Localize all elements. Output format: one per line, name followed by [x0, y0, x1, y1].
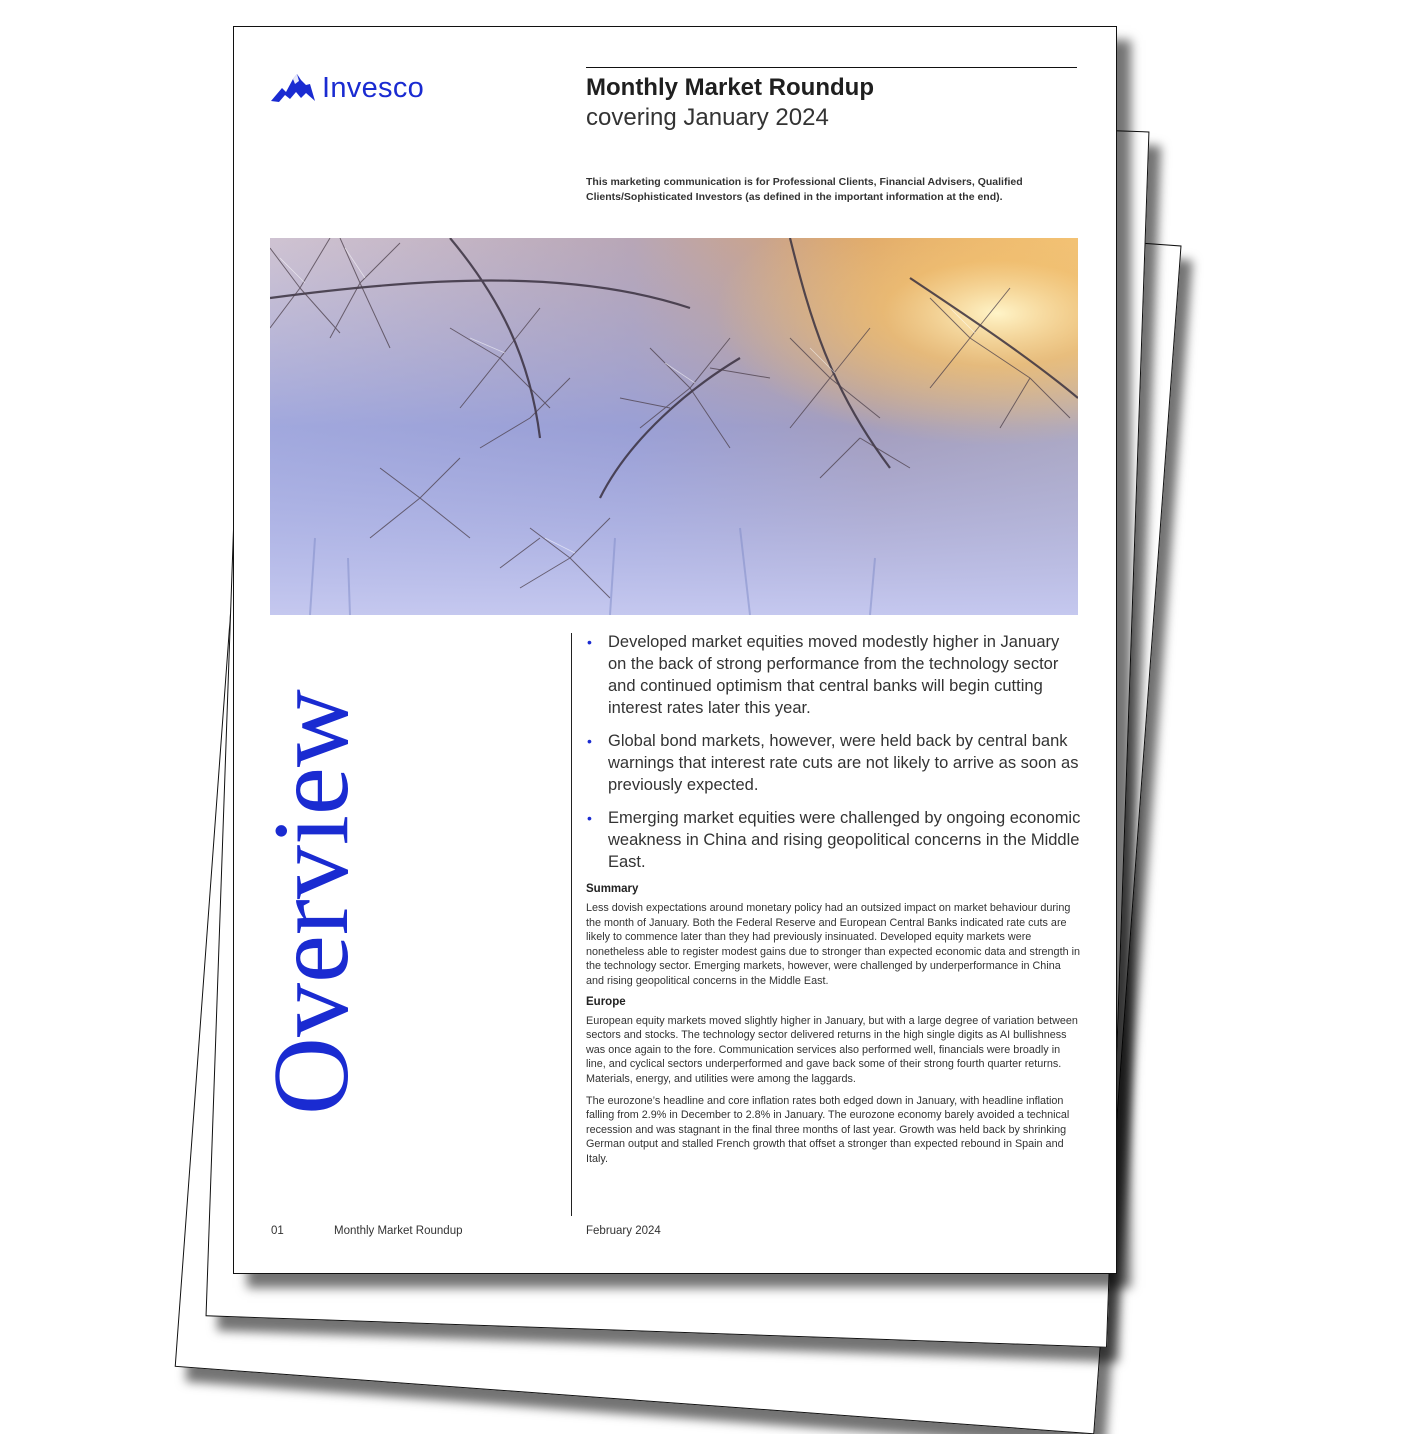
- list-item: [586, 631, 1081, 719]
- footer-title: Monthly Market Roundup: [334, 1225, 463, 1237]
- bullet-icon: •: [587, 733, 592, 749]
- audience-disclaimer: This marketing communication is for Professional Clients, Financial Advisers, Qualified Clients/Sophisticated Investors (as defined in the important information at the end).: [586, 176, 1023, 203]
- summary-paragraph: Less dovish expectations around monetary policy had an outsized impact on market behaviour during the month of January. Both the Federal Reserve and European Central Banks indicated rate cuts are likely to commence later than they had previously insinuated. Developed equity markets were nonetheless able to register modest gains due to stronger than expected economic data and strength in the technology sector. Emerging markets, however, were challenged by underperformance in China and rising geopolitical concerns in the Middle East.: [586, 902, 1080, 987]
- europe-paragraph: European equity markets moved slightly higher in January, but with a large degree of variation between sectors and stocks. The technology sector delivered returns in the high single digits as AI bullishness was once again to the fore. Communication services also performed well, financials were broadly in line, and cyclical sectors underperformed and gave back some of their strong fourth quarter returns. Materials, energy, and utilities were among the laggards.: [586, 1014, 1078, 1085]
- europe-paragraph: The eurozone’s headline and core inflation rates both edged down in January, with headline inflation falling from 2.9% in December to 2.8% in January. The eurozone economy barely avoided a technical recession and was stagnant in the final three months of last year. Growth was held back by shrinking German output and stalled French growth that offset a stronger than expected rebound in Spain and Italy.: [586, 1094, 1070, 1165]
- footer-page-number: 01: [271, 1225, 284, 1237]
- title-rule: [586, 67, 1077, 68]
- hero-image-frosted-pine: [270, 238, 1078, 615]
- list-item: [586, 730, 1081, 796]
- overview-side-heading: Overview: [252, 689, 371, 1115]
- brand-name: Invesco: [322, 71, 425, 104]
- key-points-list: [586, 631, 1081, 884]
- column-divider: [571, 633, 572, 1216]
- europe-heading: Europe: [586, 995, 626, 1008]
- front-page: [233, 26, 1117, 1274]
- list-item: [586, 807, 1081, 873]
- summary-heading: Summary: [586, 883, 639, 895]
- bullet-text: Developed market equities moved modestly higher in January on the back of strong performance from the technology sector and continued optimism that central banks will begin cutting interest rates later this year.: [608, 633, 1060, 717]
- bullet-text: Emerging market equities were challenged by ongoing economic weakness in China and rising geopolitical concerns in the Middle East.: [608, 809, 1081, 871]
- footer-date: February 2024: [586, 1225, 661, 1237]
- bullet-icon: •: [587, 634, 592, 650]
- invesco-logo[interactable]: [270, 71, 424, 105]
- document-subtitle: covering January 2024: [586, 104, 829, 131]
- mountain-logo-icon: [270, 71, 316, 105]
- bullet-text: Global bond markets, however, were held back by central bank warnings that interest rate cuts are not likely to arrive as soon as previously expected.: [608, 732, 1079, 794]
- bullet-icon: •: [587, 810, 592, 826]
- body-text: [586, 883, 1081, 1174]
- document-title: Monthly Market Roundup: [586, 74, 874, 101]
